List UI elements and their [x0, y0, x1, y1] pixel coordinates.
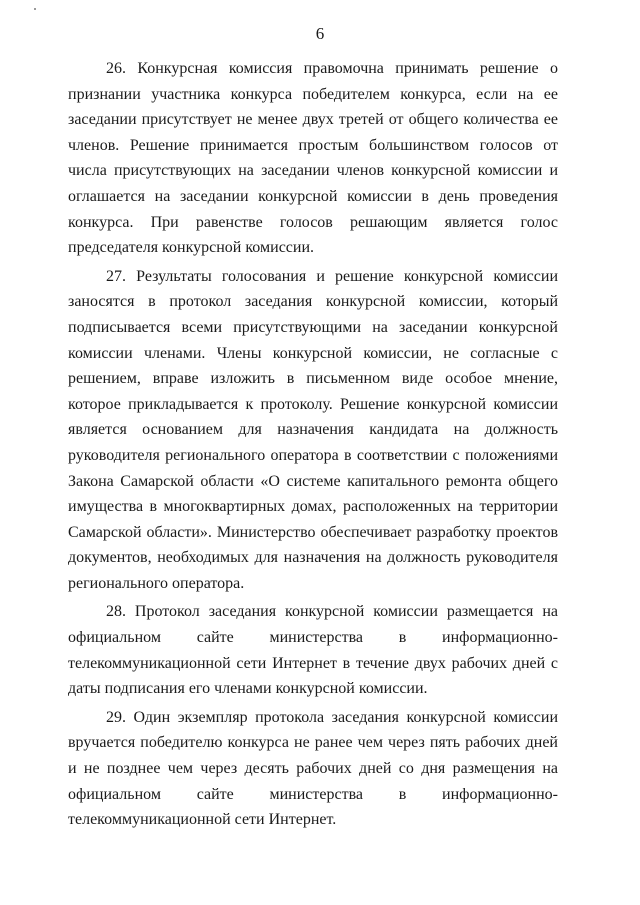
paragraph-27: 27. Результаты голосования и решение конкурсной комиссии заносятся в протокол заседания конкурсной комиссии, который подписывается всеми присутствующими на заседании конкурсной комиссии членами. Члены конкурсной комиссии, не согласные с решением, вправе изложить в письменном виде особое мнение, которое прикладывается к протоколу. Решение конкурсной комиссии является основанием для назначения кандидата на должность руководителя регионального оператора в соответствии с положениями Закона Самарской области «О системе капитального ремонта общего имущества в многоквартирных домах, расположенных на территории Самарской области». Министерство обеспечивает разработку проектов документов, необходимых для назначения на должность руководителя регионального оператора.: [68, 267, 558, 592]
page-number: 6: [315, 24, 325, 43]
document-body: [68, 56, 558, 836]
scan-speck: [34, 8, 36, 10]
paragraph-29: 29. Один экземпляр протокола заседания конкурсной комиссии вручается победителю конкурса не ранее чем через пять рабочих дней и не позднее чем через десять рабочих дней со дня размещения на официальном сайте министерства в информационно-телекоммуникационной сети Интернет.: [68, 708, 558, 829]
paragraph-26: 26. Конкурсная комиссия правомочна принимать решение о признании участника конкурса победителем конкурса, если на ее заседании присутствует не менее двух третей от общего количества ее членов. Решение принимается простым большинством голосов от числа присутствующих на заседании членов конкурсной комиссии и оглашается на заседании конкурсной комиссии в день проведения конкурса. При равенстве голосов решающим является голос председателя конкурсной комиссии.: [68, 60, 558, 257]
paragraph-28: 28. Протокол заседания конкурсной комиссии размещается на официальном сайте министерства в информационно-телекоммуникационной сети Интернет в течение двух рабочих дней с даты подписания его членами конкурсной комиссии.: [68, 603, 558, 698]
